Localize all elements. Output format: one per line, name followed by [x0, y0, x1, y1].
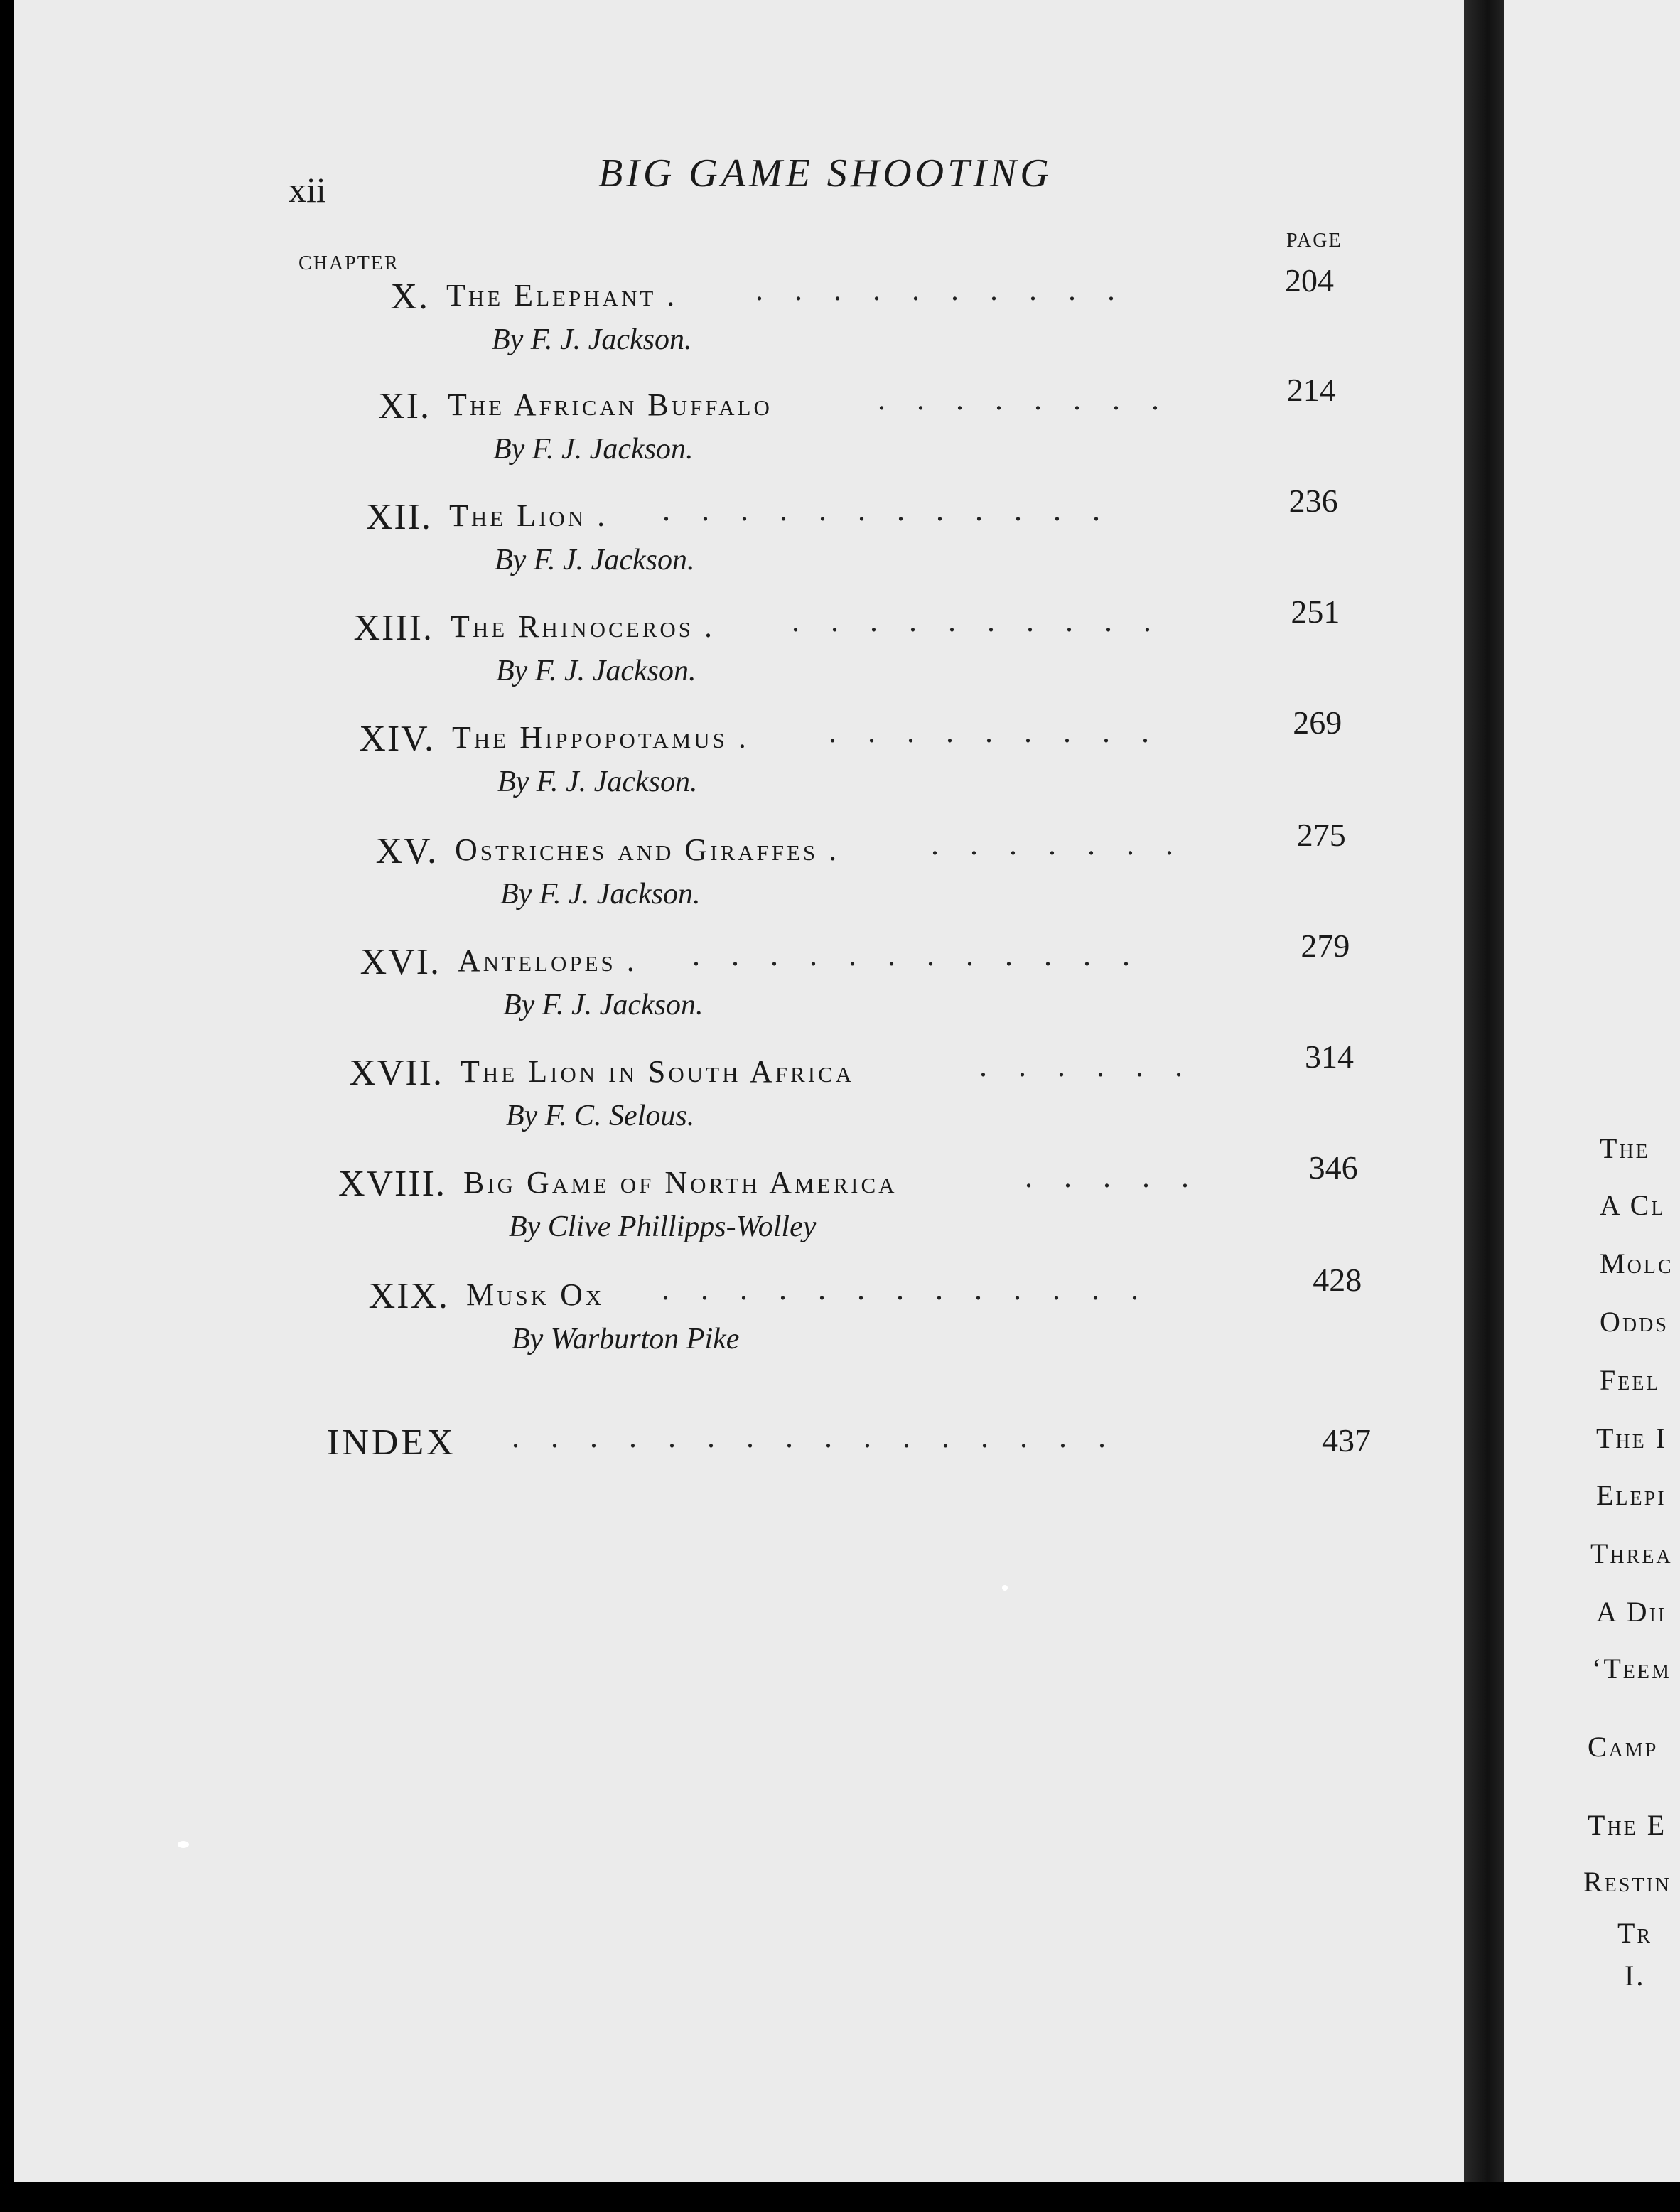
facing-page-fragment: Odds — [1600, 1306, 1669, 1338]
page-ref: 279 — [1301, 928, 1350, 964]
leader-dots: ............ — [692, 938, 1161, 972]
chapter-author: By F. J. Jackson. — [492, 323, 692, 356]
leader-dots: ............ — [662, 493, 1131, 527]
chapter-title: The Hippopotamus . — [452, 720, 749, 755]
leader-dots: ......... — [829, 714, 1180, 749]
index-entry — [14, 1419, 1464, 1478]
chapter-number: XI. — [378, 386, 431, 426]
toc-entry — [14, 594, 1464, 692]
toc-entry — [14, 928, 1464, 1026]
index-page-ref: 437 — [1322, 1422, 1371, 1459]
chapter-title: The Lion . — [449, 498, 608, 533]
facing-page-fragment: Elepi — [1596, 1479, 1666, 1511]
chapter-author: By F. J. Jackson. — [500, 878, 701, 911]
toc-entry — [14, 704, 1464, 803]
leader-dots: .......... — [755, 272, 1146, 307]
facing-page-fragment: A Dii — [1596, 1596, 1667, 1628]
leader-dots: ........ — [878, 382, 1190, 417]
chapter-title: The African Buffalo — [448, 387, 772, 422]
page-ref: 269 — [1293, 704, 1342, 741]
chapter-title: The Elephant . — [446, 278, 678, 313]
page-ref: 204 — [1285, 262, 1334, 299]
page-ref: 275 — [1296, 817, 1346, 853]
chapter-author: By F. J. Jackson. — [495, 544, 695, 576]
leader-dots: .......... — [792, 603, 1183, 638]
chapter-number: XV. — [375, 831, 438, 871]
chapter-title: Musk Ox — [466, 1277, 605, 1312]
running-head: BIG GAME SHOOTING — [598, 151, 1052, 195]
facing-page-fragment: Tr — [1617, 1917, 1653, 1949]
leader-dots: ...... — [979, 1048, 1214, 1083]
facing-page-fragment: ‘Teem — [1592, 1653, 1671, 1685]
page-number: xii — [289, 170, 326, 210]
leader-dots: ............. — [662, 1272, 1170, 1306]
facing-page-fragment: The I — [1596, 1422, 1668, 1454]
chapter-author: By F. J. Jackson. — [497, 766, 698, 798]
index-label: INDEX — [327, 1422, 456, 1463]
facing-page-fragment: Camp — [1588, 1731, 1659, 1763]
toc-entry — [14, 1038, 1464, 1137]
chapter-number: XIII. — [353, 608, 434, 648]
chapter-author: By F. J. Jackson. — [496, 655, 696, 687]
book-gutter — [1464, 0, 1504, 2182]
left-page — [14, 0, 1464, 2182]
facing-page-fragment: The E — [1588, 1809, 1667, 1841]
chapter-author: By F. J. Jackson. — [493, 433, 694, 466]
chapter-author: By Warburton Pike — [512, 1323, 740, 1355]
facing-page-fragment: A Cl — [1600, 1189, 1666, 1221]
chapter-author: By F. C. Selous. — [506, 1100, 695, 1132]
leader-dots: ..... — [1025, 1159, 1220, 1194]
page-ref: 346 — [1308, 1149, 1358, 1186]
chapter-author: By F. J. Jackson. — [503, 989, 704, 1021]
page-ref: 236 — [1288, 483, 1338, 519]
toc-entry — [14, 817, 1464, 916]
chapter-number: XIX. — [368, 1276, 449, 1316]
chapter-title: Big Game of North America — [463, 1165, 898, 1200]
paper-speck — [1002, 1585, 1008, 1591]
facing-page-fragment: Threa — [1590, 1537, 1673, 1569]
chapter-number: XII. — [365, 497, 432, 537]
chapter-number: XVIII. — [338, 1164, 446, 1204]
toc-entry — [14, 372, 1464, 471]
chapter-number: XVII. — [349, 1053, 443, 1093]
facing-page-fragment: Molc — [1600, 1247, 1674, 1279]
chapter-author: By Clive Phillipps-Wolley — [509, 1210, 817, 1243]
leader-dots: ................ — [512, 1419, 1137, 1454]
facing-page — [1504, 0, 1680, 2182]
leader-dots: ....... — [931, 827, 1205, 861]
facing-page-fragment: The — [1600, 1132, 1650, 1164]
chapter-number: XVI. — [360, 942, 441, 982]
page-ref: 428 — [1313, 1262, 1362, 1298]
chapter-title: Antelopes . — [458, 943, 637, 978]
toc-entry — [14, 483, 1464, 581]
facing-page-fragment: Feel — [1600, 1364, 1661, 1396]
page-ref: 251 — [1291, 594, 1340, 630]
chapter-title: The Lion in South Africa — [461, 1054, 855, 1089]
page-ref: 214 — [1286, 372, 1336, 408]
page-column-label: PAGE — [1286, 230, 1342, 252]
chapter-column-label: CHAPTER — [298, 252, 399, 274]
chapter-number: X. — [390, 276, 429, 317]
chapter-title: Ostriches and Giraffes . — [455, 832, 840, 867]
toc-entry — [14, 1149, 1464, 1248]
facing-page-fragment: I. — [1625, 1960, 1646, 1992]
chapter-title: The Rhinoceros . — [451, 609, 715, 644]
paper-speck — [178, 1841, 189, 1848]
page-ref: 314 — [1305, 1038, 1354, 1075]
toc-entry — [14, 1262, 1464, 1360]
facing-page-fragment: Restin — [1583, 1866, 1672, 1898]
chapter-number: XIV. — [359, 719, 435, 759]
